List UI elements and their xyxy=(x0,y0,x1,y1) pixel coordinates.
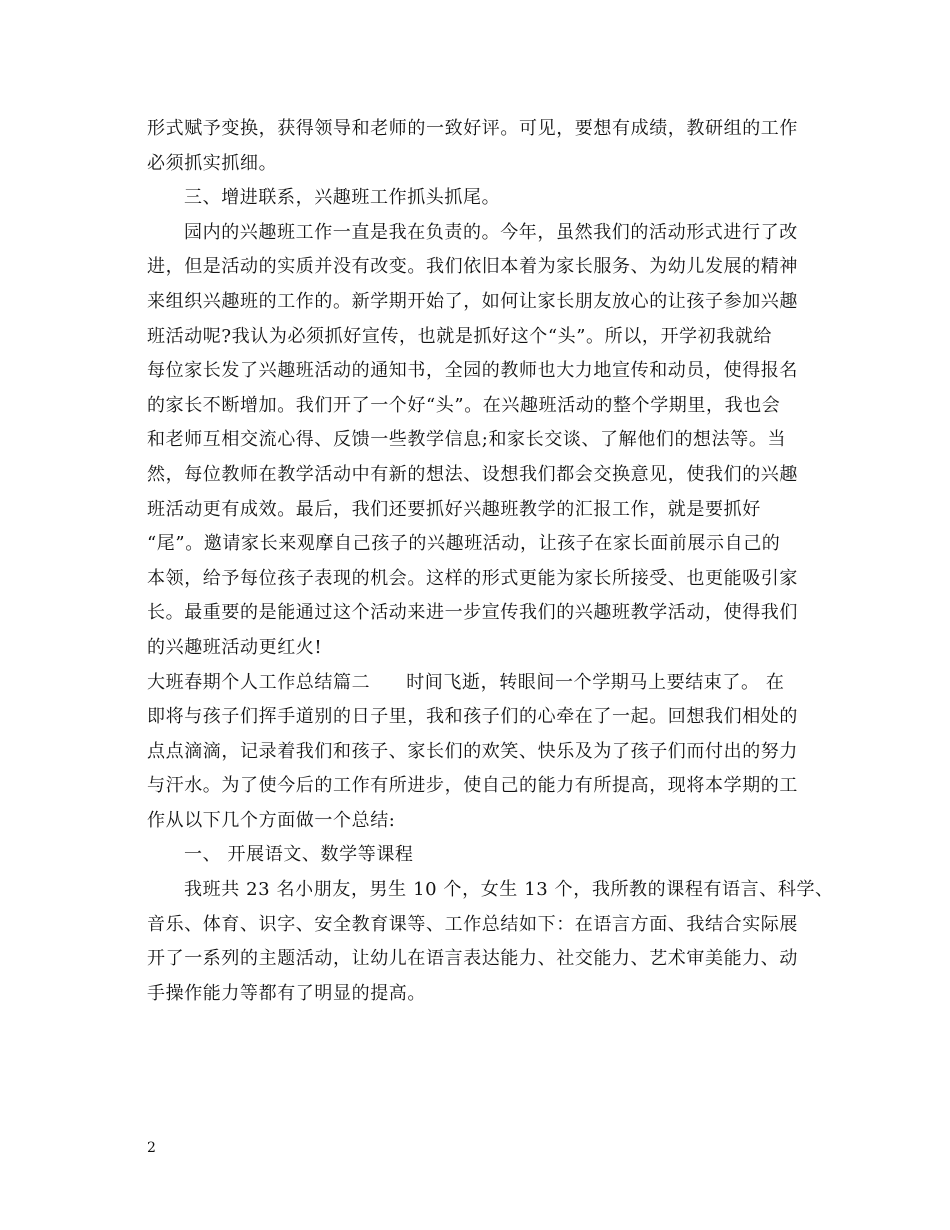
text-line: 班活动更有成效。最后，我们还要抓好兴趣班教学的汇报工作，就是要抓好 xyxy=(147,498,761,520)
text-line: 进，但是活动的实质并没有改变。我们依旧本着为家长服务、为幼儿发展的精神 xyxy=(147,256,798,278)
text-line: 手操作能力等都有了明显的提高。 xyxy=(147,982,426,1004)
article-intro-text: 时间飞逝，转眼间一个学期马上要结束了。 在 xyxy=(406,671,785,693)
text-line: 音乐、体育、识字、安全教育课等、工作总结如下：在语言方面、我结合实际展 xyxy=(147,913,798,935)
text-line: 必须抓实抓细。 xyxy=(147,152,278,174)
text-line: 每位家长发了兴趣班活动的通知书，全园的教师也大力地宣传和动员，使得报名 xyxy=(147,360,798,382)
text-line: 我班共 23 名小朋友，男生 10 个，女生 13 个，我所教的课程有语言、科学、 xyxy=(184,879,834,901)
text-line: 班活动呢?我认为必须抓好宣传，也就是抓好这个“头”。所以，开学初我就给 xyxy=(147,325,773,347)
text-line: 本领，给予每位孩子表现的机会。这样的形式更能为家长所接受、也更能吸引家 xyxy=(147,567,798,589)
text-line: “尾”。邀请家长来观摩自己孩子的兴趣班活动，让孩子在家长面前展示自己的 xyxy=(147,533,781,555)
text-line: 的兴趣班活动更红火! xyxy=(147,636,323,658)
text-line: 即将与孩子们挥手道别的日子里，我和孩子们的心牵在了一起。回想我们相处的 xyxy=(147,706,798,728)
section-heading: 三、增进联系，兴趣班工作抓头抓尾。 xyxy=(184,187,501,209)
text-line: 与汗水。为了使今后的工作有所进步，使自己的能力有所提高，现将本学期的工 xyxy=(147,775,798,797)
text-line: 长。最重要的是能通过这个活动来进一步宣传我们的兴趣班教学活动，使得我们 xyxy=(147,602,798,624)
article-heading-line xyxy=(147,666,807,701)
text-line: 然，每位教师在教学活动中有新的想法、设想我们都会交换意见，使我们的兴趣 xyxy=(147,463,798,485)
document-body xyxy=(147,112,834,1011)
text-line: 形式赋予变换，获得领导和老师的一致好评。可见，要想有成绩，教研组的工作 xyxy=(147,118,798,139)
text-line: 来组织兴趣班的工作的。新学期开始了，如何让家长朋友放心的让孩子参加兴趣 xyxy=(147,290,798,312)
section-heading: 一、 开展语文、数学等课程 xyxy=(184,844,414,866)
text-line: 点点滴滴，记录着我们和孩子、家长们的欢笑、快乐及为了孩子们而付出的努力 xyxy=(147,740,798,762)
text-line: 的家长不断增加。我们开了一个好“头”。在兴趣班活动的整个学期里，我也会 xyxy=(147,394,781,416)
text-line: 开了一系列的主题活动，让幼儿在语言表达能力、社交能力、艺术审美能力、动 xyxy=(147,948,798,970)
page-number: 2 xyxy=(147,1140,156,1156)
text-line: 园内的兴趣班工作一直是我在负责的。今年，虽然我们的活动形式进行了改 xyxy=(184,221,798,243)
text-line: 和老师互相交流心得、反馈一些教学信息;和家长交谈、了解他们的想法等。当 xyxy=(147,429,787,451)
text-line: 作从以下几个方面做一个总结: xyxy=(147,809,396,831)
article-title: 大班春期个人工作总结篇二 xyxy=(147,671,371,693)
